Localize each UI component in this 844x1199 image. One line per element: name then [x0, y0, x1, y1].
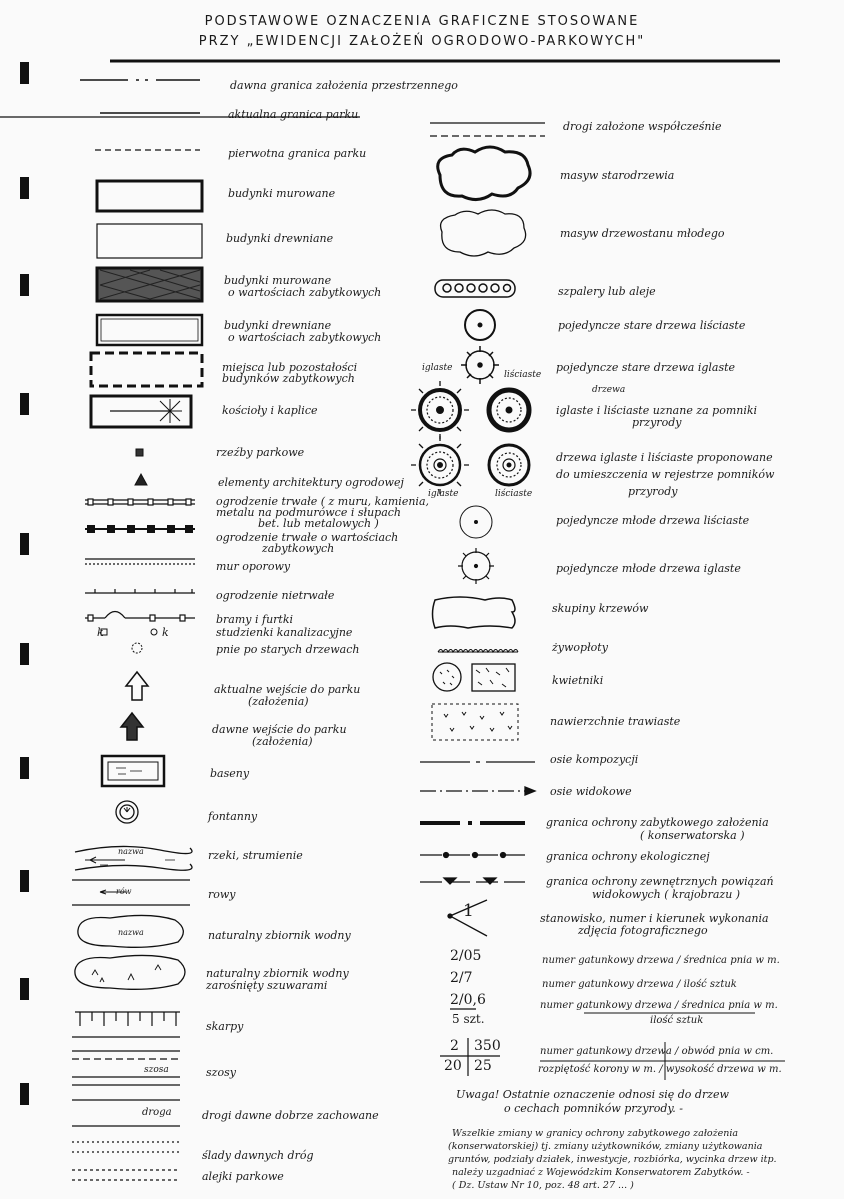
ditch-label: rów [116, 887, 132, 896]
legend-text: rzeźby parkowe [216, 446, 305, 459]
legend-text: studzienki kanalizacyjne [216, 626, 353, 639]
legend-text: numer gatunkowy drzewa / obwód pnia w cm. [540, 1046, 774, 1057]
road-name-label: szosa [144, 1065, 169, 1075]
legend-text: szosy [206, 1066, 236, 1079]
legend-text: skupiny krzewów [552, 602, 649, 615]
manhole-k-label: k [97, 626, 104, 639]
legend-text: pojedyncze młode drzewa liściaste [556, 514, 750, 527]
legend-text: dawne wejście do parku [212, 723, 347, 736]
legend-text: szpalery lub aleje [558, 285, 656, 298]
note-uwaga-line-1: Uwaga! Ostatnie oznaczenie odnosi się do drzew [456, 1088, 729, 1101]
hedge-symbol [438, 650, 518, 653]
legend-text: widokowych ( krajobrazu ) [592, 888, 741, 901]
legend-text: bramy i furtki [216, 613, 294, 626]
fraction-4-top-right: 350 [474, 1038, 501, 1054]
legend-text: drogi dawne dobrze zachowane [202, 1109, 379, 1122]
legend-text: osie widokowe [550, 785, 632, 798]
legend-text: pojedyncze stare drzewa iglaste [556, 361, 736, 374]
fraction-1: 2/05 [450, 948, 482, 964]
legend-text: masyw starodrzewia [560, 169, 675, 182]
legend-text: rowy [208, 888, 236, 901]
fraction-4-top-left: 2 [450, 1038, 459, 1054]
old-road-name-label: droga [142, 1107, 172, 1118]
proposed-monument-conifer-symbol [411, 436, 469, 494]
legend-text: o wartościach zabytkowych [228, 286, 382, 299]
document-title-line-1: PODSTAWOWE OZNACZENIA GRAFICZNE STOSOWANE [204, 14, 640, 29]
alley-symbol [435, 280, 515, 297]
legend-text: aktualna granica parku [228, 108, 359, 121]
legend-text: ogrodzenie trwałe o wartościach [216, 531, 399, 544]
legend-text: pojedyncze młode drzewa iglaste [556, 562, 741, 575]
ecological-boundary-symbol [420, 853, 525, 858]
proposed-monument-deciduous-symbol [489, 445, 529, 485]
deciduous-small-label: liściaste [495, 489, 533, 499]
legend-text: miejsca lub pozostałości [222, 361, 358, 374]
legend-text: numer gatunkowy drzewa / średnica pnia w m. [542, 955, 780, 966]
legend-text: rzeki, strumienie [208, 849, 303, 862]
legend-text: nawierzchnie trawiaste [550, 715, 681, 728]
fraction-4-bottom-left: 20 [444, 1058, 462, 1074]
legend-text: żywopłoty [552, 641, 608, 654]
shrub-group-symbol [433, 597, 516, 628]
young-deciduous-tree-symbol [460, 506, 492, 538]
old-conifer-tree-symbol [461, 346, 499, 384]
legend-text: do umieszczenia w rejestrze pomników [556, 468, 775, 481]
fraction-3-bottom: 5 szt. [452, 1012, 485, 1026]
legend-text: zarośnięty szuwarami [206, 979, 328, 992]
young-forest-mass-symbol [441, 210, 526, 256]
legend-text: drogi założone współcześnie [563, 120, 722, 133]
legend-text: ślady dawnych dróg [202, 1149, 314, 1162]
legend-text: kościoły i kaplice [222, 404, 318, 417]
legend-text: granica ochrony zewnętrznych powiązań [546, 875, 774, 888]
legend-text: mur oporowy [216, 560, 291, 573]
legend-text: fontanny [208, 810, 258, 823]
legend-text: naturalny zbiornik wodny [206, 967, 349, 980]
legend-text: bet. lub metalowych ) [258, 517, 379, 530]
legend-text: przyrody [628, 485, 678, 498]
legend-text: granica ochrony ekologicznej [546, 850, 710, 863]
legend-text: zabytkowych [262, 542, 335, 555]
note-uwaga-line-2: o cechach pomników przyrody. - [504, 1102, 683, 1115]
legend-text: pnie po starych drzewach [216, 643, 360, 656]
legend-text: rozpiętość korony w m. / wysokość drzewa w m. [538, 1064, 782, 1075]
landscape-boundary-symbol [420, 878, 525, 884]
note-line-1: Wszelkie zmiany w granicy ochrony zabytkowego założenia [452, 1128, 739, 1139]
monument-deciduous-symbol [489, 390, 529, 430]
manhole-k-label: k [162, 626, 169, 639]
old-deciduous-tree-symbol [465, 310, 495, 340]
conifer-small-label: iglaste [422, 363, 453, 373]
legend-text: numer gatunkowy drzewa / średnica pnia w m. [540, 1000, 778, 1011]
old-forest-mass-symbol [438, 147, 530, 200]
legend-text: alejki parkowe [202, 1170, 284, 1183]
legend-text: osie kompozycji [550, 753, 639, 766]
legend-text: budynki drewniane [224, 319, 332, 332]
legend-text: budynki murowane [228, 187, 336, 200]
legend-text: budynki murowane [224, 274, 332, 287]
legend-text: baseny [210, 767, 250, 780]
legend-text: (założenia) [248, 695, 309, 708]
modern-road-symbol [430, 123, 545, 136]
legend-text: budynki drewniane [226, 232, 334, 245]
legend-text: elementy architektury ogrodowej [218, 476, 404, 489]
note-line-3: gruntów, podziały działek, inwestycje, rozbiórka, wycinka drzew itp. [448, 1154, 777, 1165]
legend-text: (założenia) [252, 735, 313, 748]
legend-text: zdjęcia fotograficznego [578, 924, 708, 937]
legend-text: masyw drzewostanu młodego [560, 227, 725, 240]
legend-text: pierwotna granica parku [228, 147, 367, 160]
legend-text: ogrodzenie trwałe ( z muru, kamienia, [216, 495, 429, 508]
legend-text: budynków zabytkowych [222, 372, 355, 385]
note-line-5: ( Dz. Ustaw Nr 10, poz. 48 art. 27 ... ) [452, 1180, 634, 1191]
fraction-3-top: 2/0,6 [450, 992, 486, 1008]
legend-text: aktualne wejście do parku [214, 683, 361, 696]
legend-text: stanowisko, numer i kierunek wykonania [540, 912, 769, 925]
monument-conifer-symbol [411, 381, 469, 439]
legend-text: o wartościach zabytkowych [228, 331, 382, 344]
legend-text: ilość sztuk [650, 1015, 704, 1026]
note-line-4: należy uzgadniać z Wojewódzkim Konserwatorem Zabytków. - [452, 1167, 750, 1178]
legend-text: skarpy [206, 1020, 244, 1033]
legend-text: naturalny zbiornik wodny [208, 929, 351, 942]
deciduous-small-label: liściaste [504, 370, 542, 380]
legend-text: drzewa iglaste i liściaste proponowane [556, 451, 773, 464]
document-title-line-2: PRZY „EWIDENCJI ZAŁOŻEŃ OGRODOWO-PARKOWYCH" [198, 34, 646, 49]
legend-text: metalu na podmurówce i słupach [216, 506, 401, 519]
pond-name-label: nazwa [118, 928, 144, 937]
fraction-4-bottom-right: 25 [474, 1058, 492, 1074]
view-axis-symbol [420, 787, 535, 795]
legend-text: granica ochrony zabytkowego założenia [546, 816, 769, 829]
lawn-surface-symbol [432, 704, 518, 740]
legend-text: numer gatunkowy drzewa / ilość sztuk [542, 979, 737, 990]
legend-text: ogrodzenie nietrwałe [216, 589, 335, 602]
legend-text: iglaste i liściaste uznane za pomniki [556, 404, 758, 417]
legend-text: przyrody [632, 416, 682, 429]
legend-text: dawna granica założenia przestrzennego [230, 79, 458, 92]
fraction-2: 2/7 [450, 970, 473, 986]
young-conifer-tree-symbol [458, 548, 494, 584]
note-line-2: (konserwatorskiej) tj. zmiany użytkowników, zmiany użytkowania [448, 1141, 763, 1152]
legend-text: pojedyncze stare drzewa liściaste [558, 319, 746, 332]
trees-small-label: drzewa [592, 385, 626, 395]
photo-number-label: 1 [463, 901, 474, 921]
flowerbed-symbol [433, 663, 515, 691]
river-name-label: nazwa [118, 847, 144, 856]
conifer-small-label: iglaste [428, 489, 459, 499]
legend-text: ( konserwatorska ) [640, 829, 745, 842]
legend-text: kwietniki [552, 674, 604, 687]
